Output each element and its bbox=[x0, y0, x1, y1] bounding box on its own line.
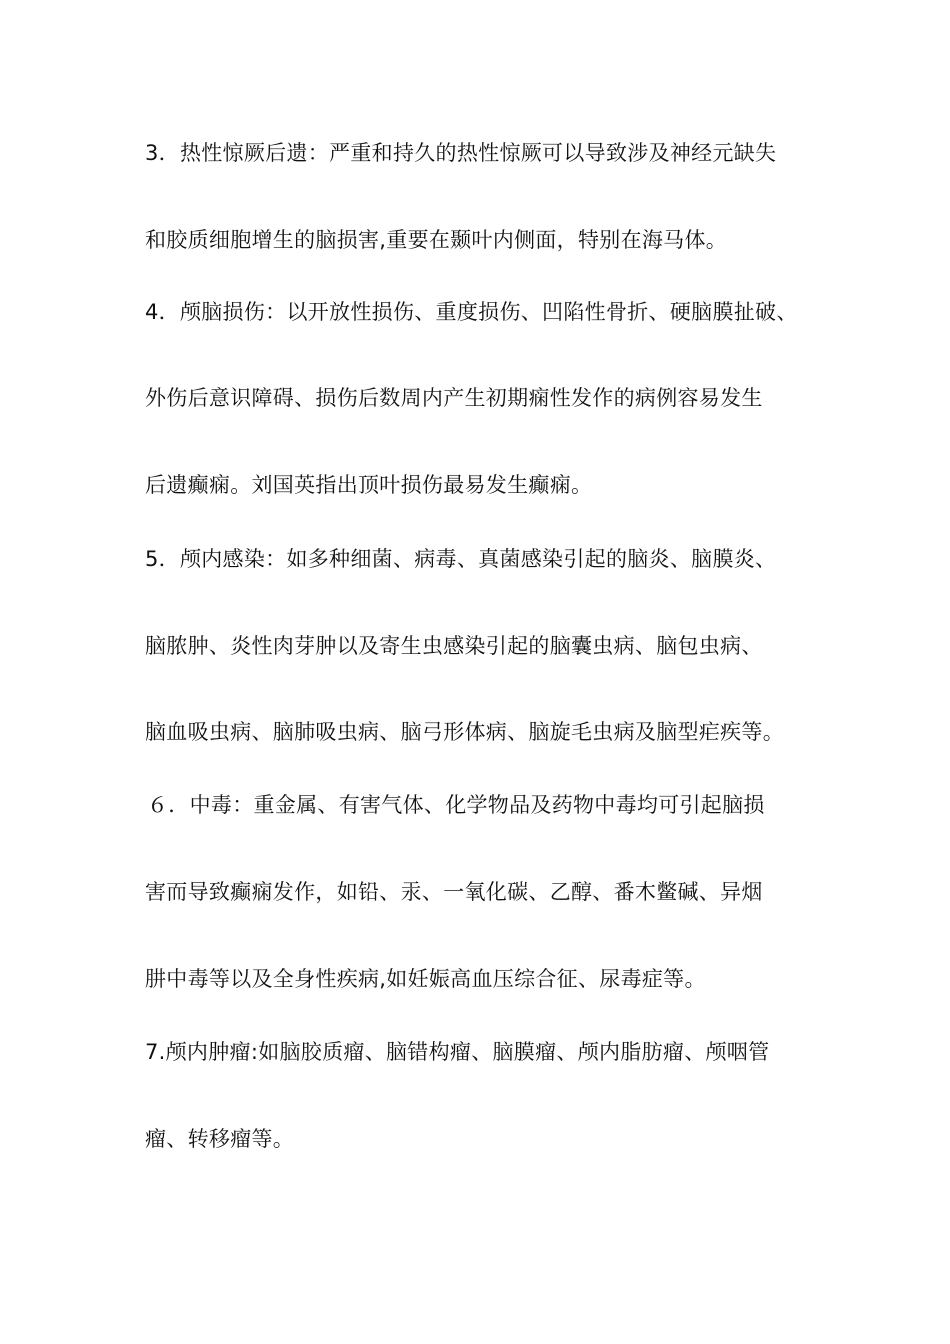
text-line-head-injury-cont-2: 后遗癫痫。刘国英指出顶叶损伤最易发生癫痫。 bbox=[145, 473, 593, 497]
text-line-heat-convulsion-sequelae-cont: 和胶质细胞增生的脑损害,重要在颞叶内侧面，特别在海马体。 bbox=[145, 228, 728, 252]
text-line-heat-convulsion-sequelae: 3．热性惊厥后遗：严重和持久的热性惊厥可以导致涉及神经元缺失 bbox=[145, 141, 777, 165]
text-line-head-injury: 4．颅脑损伤：以开放性损伤、重度损伤、凹陷性骨折、硬脑膜扯破、 bbox=[145, 300, 798, 324]
text-line-poisoning-cont-1: 害而导致癫痫发作，如铅、汞、一氧化碳、乙醇、番木鳖碱、异烟 bbox=[145, 880, 763, 904]
text-line-intracranial-tumor: 7.颅内肿瘤:如脑胶质瘤、脑错构瘤、脑膜瘤、颅内脂肪瘤、颅咽管 bbox=[145, 1040, 770, 1064]
text-line-poisoning: ６．中毒：重金属、有害气体、化学物品及药物中毒均可引起脑损 bbox=[147, 793, 765, 817]
text-line-intracranial-infection-cont-1: 脑脓肿、炎性肉芽肿以及寄生虫感染引起的脑囊虫病、脑包虫病、 bbox=[145, 634, 763, 658]
text-line-head-injury-cont-1: 外伤后意识障碍、损伤后数周内产生初期痫性发作的病例容易发生 bbox=[145, 386, 763, 410]
text-line-poisoning-cont-2: 肼中毒等以及全身性疾病,如妊娠高血压综合征、尿毒症等。 bbox=[145, 967, 706, 991]
text-line-intracranial-infection-cont-2: 脑血吸虫病、脑肺吸虫病、脑弓形体病、脑旋毛虫病及脑型疟疾等。 bbox=[145, 720, 784, 744]
text-line-intracranial-tumor-cont: 瘤、转移瘤等。 bbox=[145, 1127, 295, 1151]
text-line-intracranial-infection: 5．颅内感染：如多种细菌、病毒、真菌感染引起的脑炎、脑膜炎、 bbox=[145, 547, 777, 571]
